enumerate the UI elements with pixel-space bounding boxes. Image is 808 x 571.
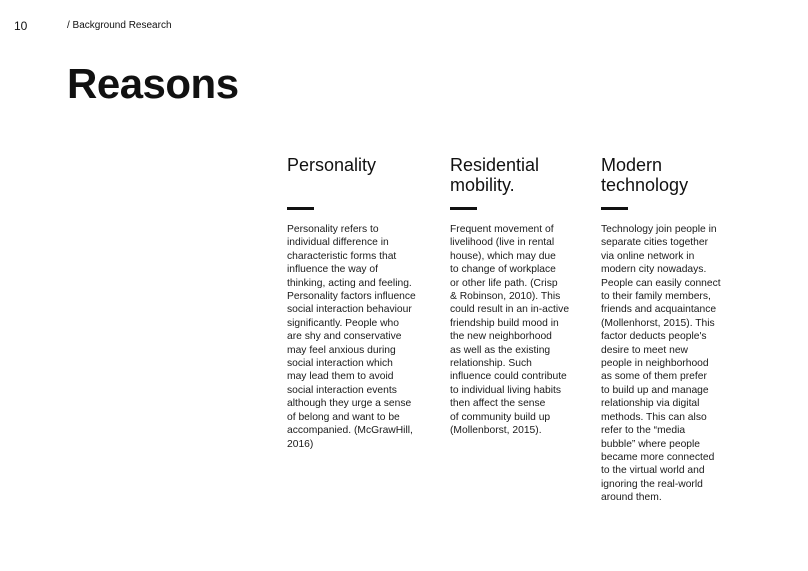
column-heading: Residential mobility. bbox=[450, 155, 540, 195]
column-body-text: Personality refers to individual difference in characteristic forms that influence the way of thinking, acting and feeling. Personality factors influence social interaction behaviour significantly. People who are shy and conservative may feel anxious during social interaction which may lead them to avoid social interaction events although they urge a sense of belong and want to be accompanied. (McGrawHill, 2016) bbox=[287, 224, 416, 450]
page-number: 10 bbox=[14, 19, 28, 33]
heading-divider bbox=[450, 207, 477, 210]
column-body-text: Technology join people in separate cities together via online network in modern city nowadays. People can easily connect to their family members, friends and acquaintance (Mollenhorst, 2015). This factor deducts people's desire to meet new people in neighborhood as some of them prefer to build up and manage relationship via digital methods. This can also refer to the “media bubble” where people became more connected to the virtual world and ignoring the real-world around them. bbox=[601, 224, 721, 504]
column-heading: Modern technology bbox=[601, 155, 689, 195]
column-modern-technology bbox=[601, 155, 751, 505]
heading-divider bbox=[287, 207, 314, 210]
page-title: Reasons bbox=[67, 60, 239, 107]
heading-divider bbox=[601, 207, 628, 210]
column-body-text: Frequent movement of livelihood (live in rental house), which may due to change of workplace or other life path. (Crisp & Robinson, 2010). This could result in an in-active friendship build mood in the new neighborhood as well as the existing relationship. Such influence could contribute to individual living habits then affect the sense of community build up (Mollenborst, 2015). bbox=[450, 224, 570, 437]
column-residential-mobility bbox=[450, 155, 600, 438]
column-heading: Personality bbox=[287, 155, 377, 175]
section-label: / Background Research bbox=[67, 20, 172, 31]
column-personality bbox=[287, 155, 437, 451]
